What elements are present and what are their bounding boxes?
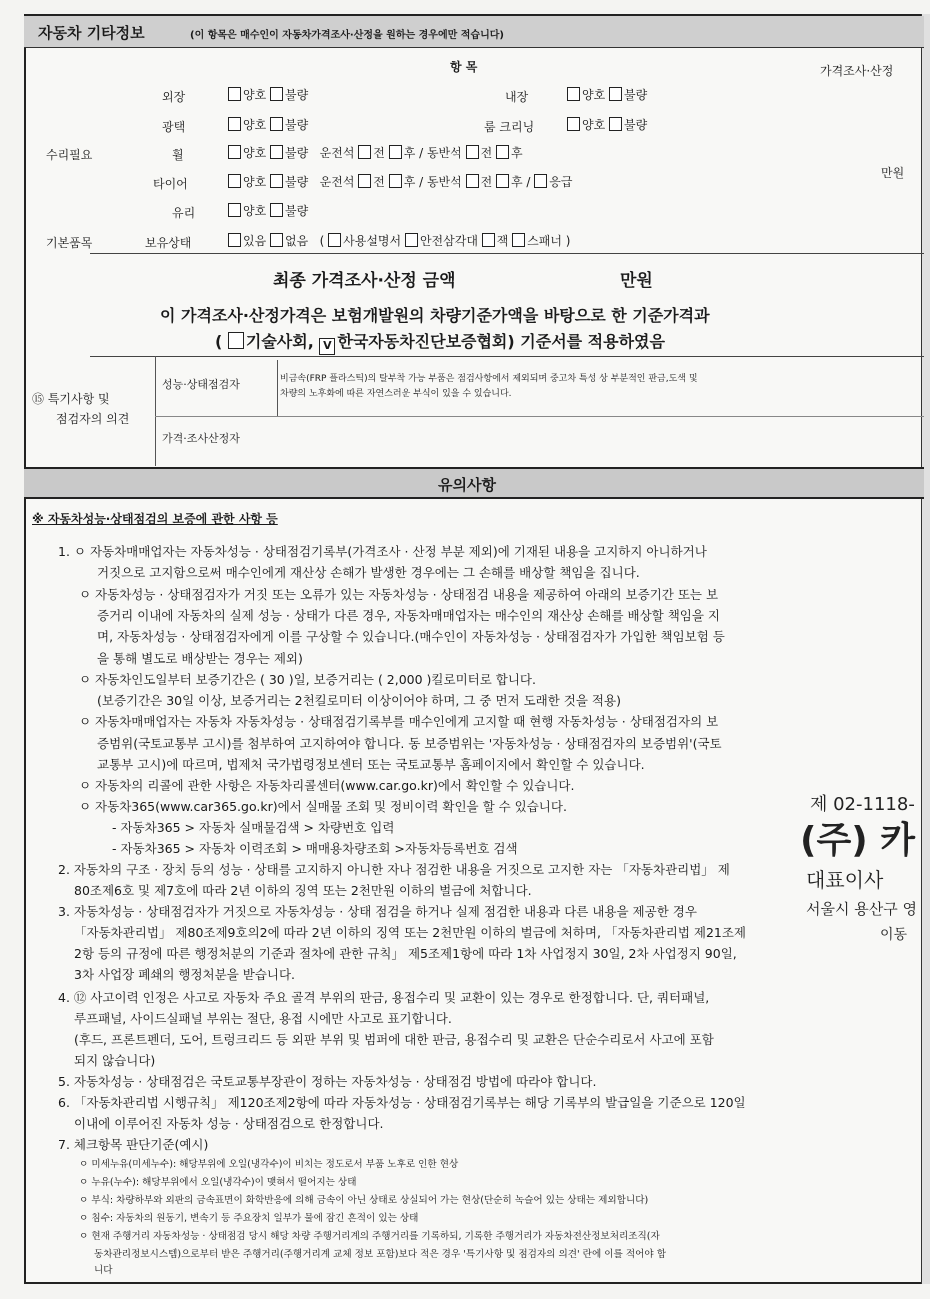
rear-label: 후 bbox=[403, 175, 416, 189]
exterior-good-checkbox[interactable] bbox=[228, 87, 241, 101]
gloss-options bbox=[228, 116, 308, 133]
gloss-good-checkbox[interactable] bbox=[228, 117, 241, 131]
notice-line: 80조제6호 및 제7호에 따라 2년 이하의 징역 또는 2천만원 이하의 벌금에 처합니다. bbox=[74, 883, 532, 898]
good-label: 양호 bbox=[582, 88, 606, 102]
room-clean-options bbox=[567, 116, 647, 133]
yes-label: 있음 bbox=[243, 234, 267, 248]
divider bbox=[155, 356, 156, 466]
section-subtitle: (이 항목은 매수인이 자동차가격조사·산정을 원하는 경우에만 적습니다) bbox=[190, 30, 504, 41]
tire-bad-checkbox[interactable] bbox=[270, 174, 283, 188]
holding-status-label: 보유상태 bbox=[145, 236, 192, 250]
good-label: 양호 bbox=[243, 175, 267, 189]
good-label: 양호 bbox=[243, 204, 267, 218]
good-label: 양호 bbox=[243, 88, 267, 102]
divider bbox=[277, 360, 278, 416]
tire-passenger-front-checkbox[interactable] bbox=[466, 174, 479, 188]
stamp-phone: 제 02-1118- bbox=[810, 794, 915, 815]
rear-label: 후 bbox=[510, 175, 523, 189]
good-label: 양호 bbox=[243, 146, 267, 160]
notice-line: 2. 자동차의 구조 · 장치 등의 성능 · 상태를 고지하지 아니한 자나 점검한 내용을 거짓으로 고지한 자는 「자동차관리법」 제 bbox=[58, 862, 730, 877]
row-room-clean-label: 룸 크리닝 bbox=[484, 120, 535, 134]
tech-society-label: 기술사회, bbox=[245, 332, 314, 351]
interior-options bbox=[567, 86, 647, 103]
criteria-line: 동차관리정보시스템)으로부터 받은 주행거리(주행거리계 교체 정보 포함)보다 적은 경우 '특기사항 및 점검자의 의견' 란에 이를 적어야 합 bbox=[94, 1249, 666, 1260]
triangle-checkbox[interactable] bbox=[405, 233, 418, 247]
column-header-price: 가격조사·산정 bbox=[820, 64, 894, 78]
notice-line: 「자동차관리법」 제80조제9호의2에 따라 2년 이하의 징역 또는 2천만원 이하의 벌금에 처하며, 「자동차관리법 제21조제 bbox=[74, 925, 747, 940]
room-clean-good-checkbox[interactable] bbox=[567, 117, 580, 131]
bad-label: 불량 bbox=[285, 88, 309, 102]
notice-line: 되지 않습니다) bbox=[74, 1053, 156, 1068]
stamp-ceo: 대표이사 bbox=[806, 868, 884, 892]
tech-society-checkbox[interactable] bbox=[228, 332, 244, 349]
divider bbox=[90, 356, 924, 357]
emergency-label: 응급 bbox=[549, 175, 573, 189]
tire-good-checkbox[interactable] bbox=[228, 174, 241, 188]
room-clean-bad-checkbox[interactable] bbox=[609, 117, 622, 131]
passenger-seat-label: 동반석 bbox=[426, 146, 462, 160]
wheel-good-checkbox[interactable] bbox=[228, 145, 241, 159]
exterior-bad-checkbox[interactable] bbox=[270, 87, 283, 101]
criteria-line: ㅇ 현재 주행거리 자동차성능 · 상태점검 당시 해당 차량 주행거리계의 주행거리를 기록하되, 기록한 주행거리가 자동차전산정보처리조직(자 bbox=[79, 1231, 660, 1242]
section-title: 자동차 기타정보 bbox=[38, 24, 145, 42]
bad-label: 불량 bbox=[285, 118, 309, 132]
bad-label: 불량 bbox=[285, 204, 309, 218]
notice-line: - 자동차365 > 자동차 실매물검색 > 차량번호 입력 bbox=[112, 820, 395, 835]
wheel-passenger-front-checkbox[interactable] bbox=[466, 145, 479, 159]
notice-line: - 자동차365 > 자동차 이력조회 > 매매용차량조회 >자동차등록번호 검색 bbox=[112, 841, 518, 856]
kadi-checkbox[interactable]: V bbox=[319, 338, 335, 355]
notice-line: 루프패널, 사이드실패널 부위는 절단, 용접 시에만 사고로 표기합니다. bbox=[74, 1011, 452, 1026]
criteria-line: ㅇ 누유(누수): 해당부위에서 오일(냉각수)이 맺혀서 떨어지는 상태 bbox=[79, 1177, 357, 1188]
bad-label: 불량 bbox=[285, 175, 309, 189]
interior-bad-checkbox[interactable] bbox=[609, 87, 622, 101]
divider bbox=[90, 253, 924, 254]
kadi-label: 한국자동차진단보증협회 bbox=[337, 332, 508, 351]
repair-label: 수리필요 bbox=[46, 148, 93, 162]
spanner-checkbox[interactable] bbox=[512, 233, 525, 247]
rear-label: 후 bbox=[403, 146, 416, 160]
front-label: 전 bbox=[373, 146, 385, 160]
final-price-label: 최종 가격조사·산정 금액 bbox=[273, 271, 456, 291]
bad-label: 불량 bbox=[624, 118, 648, 132]
tire-driver-front-checkbox[interactable] bbox=[358, 174, 371, 188]
notice-line: 을 통해 별도로 배상받는 경우는 제외) bbox=[97, 651, 303, 666]
notice-line: ㅇ 자동차성능 · 상태점검자가 거짓 또는 오류가 있는 자동차성능 · 상태점검 내용을 제공하여 아래의 보증기간 또는 보 bbox=[79, 587, 719, 602]
notice-line: (보증기간은 30일 이상, 보증거리는 2천킬로미터 이상이어야 하며, 그 중 먼저 도래한 것을 적용) bbox=[97, 693, 621, 708]
jack-checkbox[interactable] bbox=[482, 233, 495, 247]
no-items-checkbox[interactable] bbox=[270, 233, 283, 247]
notice-line: 7. 체크항목 판단기준(예시) bbox=[58, 1137, 209, 1152]
no-label: 없음 bbox=[285, 234, 309, 248]
notice-line: 이내에 이루어진 자동차 성능 · 상태점검으로 한정합니다. bbox=[74, 1116, 384, 1131]
good-label: 양호 bbox=[243, 118, 267, 132]
row-wheel-label: 휠 bbox=[172, 148, 184, 162]
remarks-label-2: 점검자의 의견 bbox=[56, 412, 130, 426]
notice-line: 2항 등의 규정에 따른 행정처분의 기준과 절차에 관한 규칙」 제5조제1항에 따라 1차 사업정지 30일, 2차 사업정지 90일, bbox=[74, 946, 737, 961]
spanner-label: 스패너 bbox=[527, 234, 562, 248]
manual-checkbox[interactable] bbox=[328, 233, 341, 247]
tire-options: 양호 불량 운전석 전 후 / 동반석 전 후 / 응급 bbox=[228, 173, 572, 190]
notice-line: 3. 자동차성능 · 상태점검자가 거짓으로 자동차성능 · 상태 점검을 하거나 실제 점검한 내용과 다른 내용을 제공한 경우 bbox=[58, 904, 697, 919]
stamp-address: 서울시 용산구 영 bbox=[806, 900, 917, 918]
paren-open: ( bbox=[215, 332, 223, 351]
front-label: 전 bbox=[480, 146, 493, 160]
notice-line: 교통부 고시)에 따르며, 법제처 국가법령정보센터 또는 국토교통부 홈페이지에서 확인할 수 있습니다. bbox=[97, 757, 645, 772]
wheel-options: 양호 불량 운전석 전 후 / 동반석 전 후 bbox=[228, 144, 523, 161]
standard-line1: 이 가격조사·산정가격은 보험개발원의 차량기준가액을 바탕으로 한 기준가격과 bbox=[160, 306, 710, 325]
interior-good-checkbox[interactable] bbox=[567, 87, 580, 101]
remarks-label-1: ⑮ 특기사항 및 bbox=[32, 392, 110, 406]
rear-label: 후 bbox=[510, 146, 523, 160]
criteria-line: 니다 bbox=[94, 1265, 113, 1276]
exterior-options bbox=[228, 86, 308, 103]
notice-line: ㅇ 자동차인도일부터 보증기간은 ( 30 )일, 보증거리는 ( 2,000 )킬로미터로 합니다. bbox=[79, 672, 536, 687]
standard-line2 bbox=[215, 329, 665, 355]
stamp-company: (주) 카 bbox=[800, 820, 915, 861]
jack-label: 잭 bbox=[496, 234, 509, 248]
glass-bad-checkbox[interactable] bbox=[270, 203, 283, 217]
column-header-item: 항 목 bbox=[450, 60, 478, 74]
final-price-unit: 만원 bbox=[620, 271, 653, 291]
row-glass-label: 유리 bbox=[172, 206, 196, 220]
criteria-line: ㅇ 침수: 자동차의 원동기, 변속기 등 주요장치 일부가 물에 잠긴 흔적이 있는 상태 bbox=[79, 1213, 419, 1224]
basic-items-options: 있음 없음 ( 사용설명서 안전삼각대 잭 스패너 ) bbox=[228, 232, 570, 249]
notice-line: 증거리 이내에 자동차의 실제 성능 · 상태가 다른 경우, 자동차매매업자는 매수인의 재산상 손해를 배상할 책임을 지 bbox=[97, 608, 720, 623]
standard-suffix: ) 기준서를 적용하였음 bbox=[507, 332, 665, 351]
row-interior-label: 내장 bbox=[505, 90, 529, 104]
repair-unit: 만원 bbox=[881, 166, 905, 180]
divider bbox=[155, 416, 924, 417]
notice-line: 5. 자동차성능 · 상태점검은 국토교통부장관이 정하는 자동차성능 · 상태점검 방법에 따라야 합니다. bbox=[58, 1074, 597, 1089]
wheel-passenger-rear-checkbox[interactable] bbox=[496, 145, 509, 159]
notice-line: 증범위(국토교통부 고시)를 첨부하여 고지하여야 합니다. 동 보증범위는 '자동차성능 · 상태점검자의 보증범위'(국토 bbox=[97, 736, 722, 751]
inspector-label: 성능·상태점검자 bbox=[162, 378, 240, 391]
notice-section-title: ※ 자동차성능·상태점검의 보증에 관한 사항 등 bbox=[32, 512, 278, 526]
good-label: 양호 bbox=[582, 118, 606, 132]
has-items-checkbox[interactable] bbox=[228, 233, 241, 247]
notice-title: 유의사항 bbox=[438, 476, 496, 494]
inspector-text-2: 차량의 노후화에 따른 자연스러운 부식이 있을 수 있습니다. bbox=[280, 389, 512, 399]
wheel-driver-rear-checkbox[interactable] bbox=[389, 145, 402, 159]
triangle-label: 안전삼각대 bbox=[419, 234, 478, 248]
front-label: 전 bbox=[480, 175, 493, 189]
gloss-bad-checkbox[interactable] bbox=[270, 117, 283, 131]
appraiser-label: 가격·조사산정자 bbox=[162, 432, 240, 445]
glass-good-checkbox[interactable] bbox=[228, 203, 241, 217]
front-label: 전 bbox=[373, 175, 385, 189]
notice-line: 6. 「자동차관리법 시행규칙」 제120조제2항에 따라 자동차성능 · 상태점검기록부는 해당 기록부의 발급일을 기준으로 120일 bbox=[58, 1095, 746, 1110]
notice-line: 1. ㅇ 자동차매매업자는 자동차성능 · 상태점검기록부(가격조사 · 산정 부분 제외)에 기재된 내용을 고지하지 아니하거나 bbox=[58, 544, 707, 559]
glass-options bbox=[228, 202, 308, 219]
bad-label: 불량 bbox=[285, 146, 309, 160]
notice-line: 3차 사업장 폐쇄의 행정처분을 받습니다. bbox=[74, 967, 296, 982]
notice-line: 4. ⑫ 사고이력 인정은 사고로 자동차 주요 골격 부위의 판금, 용접수리 및 교환이 있는 경우로 한정합니다. 단, 쿼터패널, bbox=[58, 990, 710, 1005]
row-tire-label: 타이어 bbox=[153, 177, 188, 191]
driver-seat-label: 운전석 bbox=[319, 175, 355, 189]
stamp-address-2: 이동 bbox=[880, 927, 908, 943]
wheel-bad-checkbox[interactable] bbox=[270, 145, 283, 159]
row-gloss-label: 광택 bbox=[162, 120, 186, 134]
notice-line: ㅇ 자동차의 리콜에 관한 사항은 자동차리콜센터(www.car.go.kr)에서 확인할 수 있습니다. bbox=[79, 778, 575, 793]
tire-driver-rear-checkbox[interactable] bbox=[389, 174, 402, 188]
notice-line: ㅇ 자동차365(www.car365.go.kr)에서 실매물 조회 및 정비이력 확인을 할 수 있습니다. bbox=[79, 799, 567, 814]
tire-emergency-checkbox[interactable] bbox=[534, 174, 547, 188]
notice-line: (후드, 프론트펜더, 도어, 트렁크리드 등 외판 부위 및 범퍼에 대한 판금, 용접수리 및 교환은 단순수리로서 사고에 포함 bbox=[74, 1032, 714, 1047]
criteria-line: ㅇ 미세누유(미세누수): 해당부위에 오일(냉각수)이 비치는 정도로서 부품 노후로 인한 현상 bbox=[79, 1159, 459, 1170]
bad-label: 불량 bbox=[624, 88, 648, 102]
notice-line: 거짓으로 고지함으로써 매수인에게 재산상 손해가 발생한 경우에는 그 손해를 배상할 책임을 집니다. bbox=[97, 565, 640, 580]
inspector-text-1: 비금속(FRP 플라스틱)의 탈부착 가능 부품은 점검사항에서 제외되며 중고차 특성 상 부분적인 판금,도색 및 bbox=[280, 374, 698, 384]
adjacent-page-edge bbox=[921, 14, 930, 1284]
notice-line: 며, 자동차성능 · 상태점검자에게 이를 구상할 수 있습니다.(매수인이 자동차성능 · 상태점검자가 가입한 책임보험 등 bbox=[97, 629, 725, 644]
tire-passenger-rear-checkbox[interactable] bbox=[496, 174, 509, 188]
row-exterior-label: 외장 bbox=[162, 90, 186, 104]
basic-items-label: 기본품목 bbox=[46, 236, 93, 250]
notice-line: ㅇ 자동차매매업자는 자동차 자동차성능 · 상태점검기록부를 매수인에게 고지할 때 현행 자동차성능 · 상태점검자의 보 bbox=[79, 714, 719, 729]
criteria-line: ㅇ 부식: 차량하부와 외판의 금속표면이 화학반응에 의해 금속이 아닌 상태로 상실되어 가는 현상(단순히 녹슬어 있는 상태는 제외합니다) bbox=[79, 1195, 649, 1206]
driver-seat-label: 운전석 bbox=[319, 146, 355, 160]
manual-label: 사용설명서 bbox=[343, 234, 402, 248]
passenger-seat-label: 동반석 bbox=[426, 175, 462, 189]
wheel-driver-front-checkbox[interactable] bbox=[358, 145, 371, 159]
